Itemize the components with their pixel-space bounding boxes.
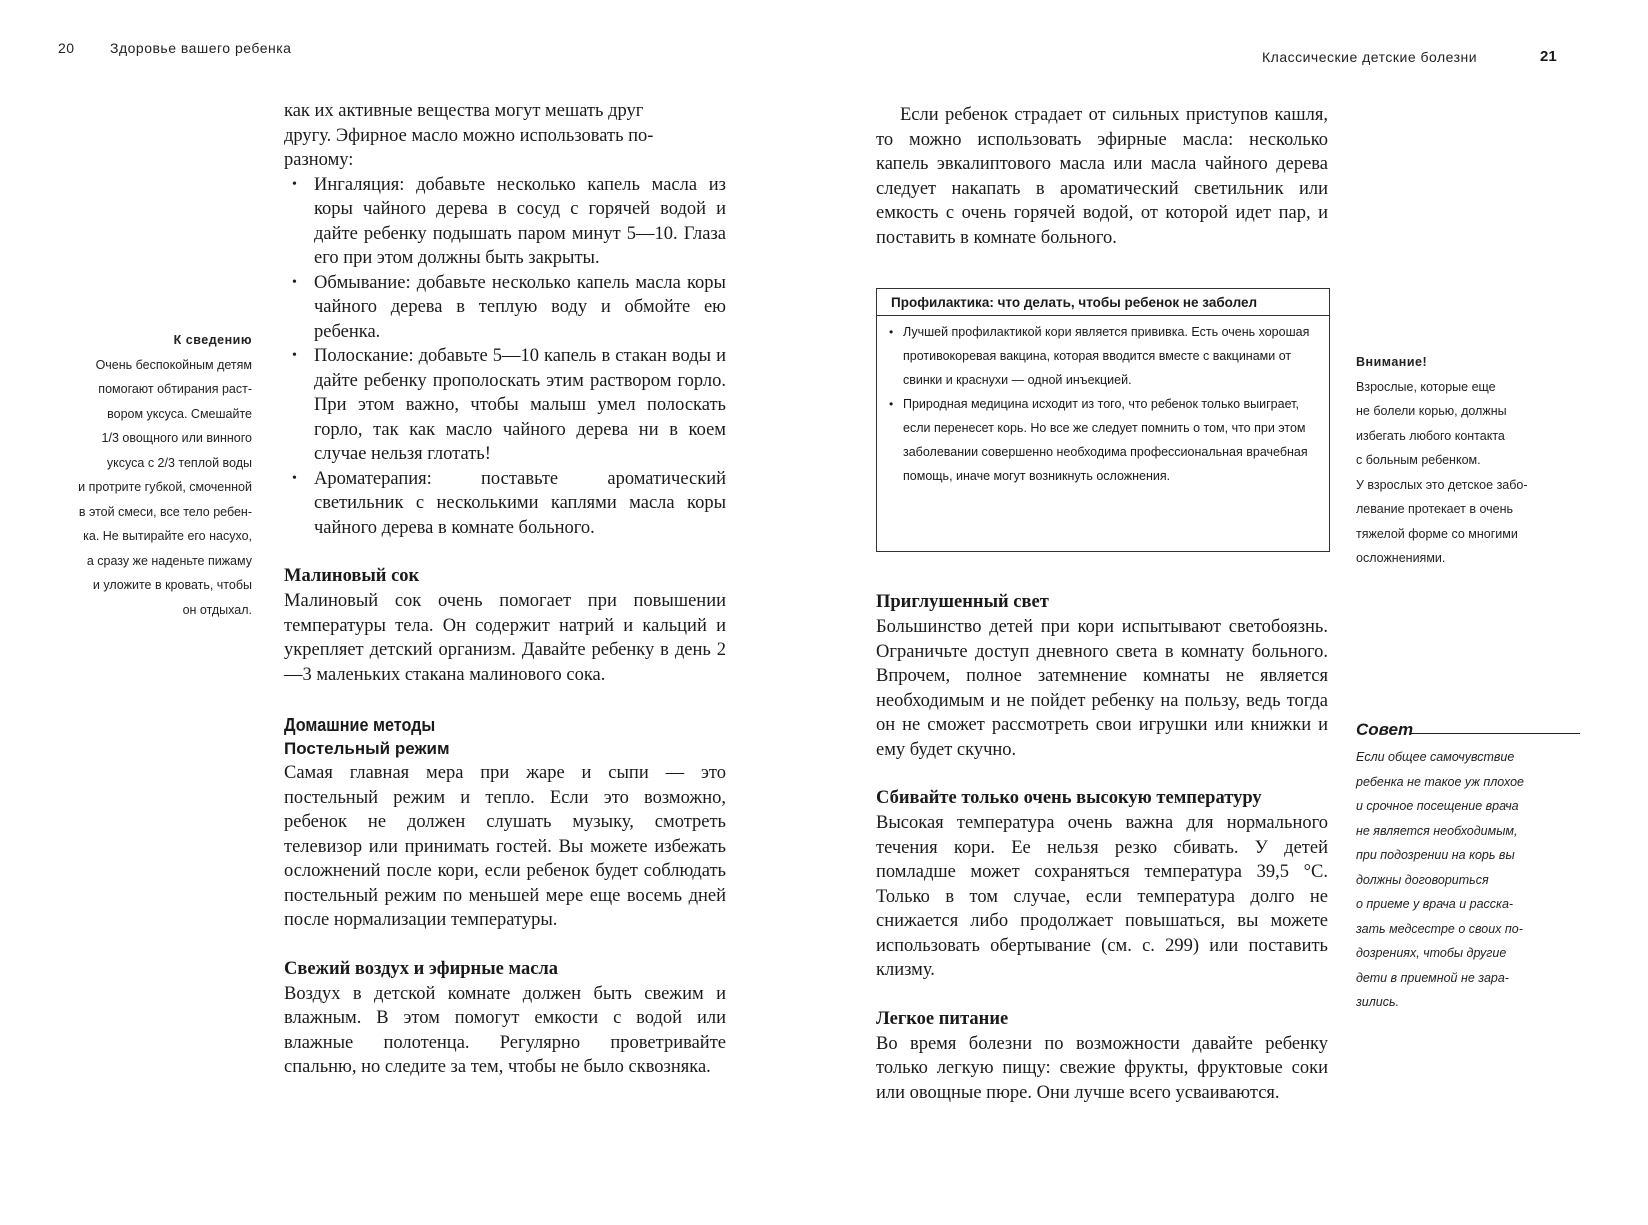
side-note-line: и уложите в кровать, чтобы bbox=[92, 578, 252, 592]
paragraph: Если ребенок страдает от сильных приступов кашля, то можно использовать эфирные масла: несколько капель эвкалиптового масла или масла чайного дерева следует накапать в ароматический светильник или емкость с очень горячей водой, от которой идет пар, и поставить в комнате больного. bbox=[876, 105, 1328, 248]
side-note-line: ка. Не вытирайте его насухо, bbox=[83, 529, 252, 543]
side-note-line: и срочное посещение врача bbox=[1356, 799, 1519, 813]
side-note-line: Взрослые, которые еще bbox=[1356, 379, 1496, 394]
box-title: Профилактика: что делать, чтобы ребенок не заболел bbox=[877, 289, 1329, 316]
right-running-title: Классические детские болезни bbox=[1262, 49, 1478, 65]
side-note-line: дозрениях, чтобы другие bbox=[1356, 946, 1507, 960]
side-note-line: избегать любого контакта bbox=[1356, 428, 1505, 443]
side-note-line: Если общее самочувствие bbox=[1356, 750, 1515, 764]
side-note-line: о приеме у врача и расска- bbox=[1356, 897, 1514, 911]
paragraph: Высокая температура очень важна для нормального течения кори. Ее нельзя резко сбивать. У детей помладше может сохраняться температура 39,5 °С. Только в том случае, если температура долго не снижается либо продолжает повышаться, вы можете использовать обертывание (см. с. 299) или поставить клизму. bbox=[876, 813, 1328, 980]
side-note-line: не болели корью, должны bbox=[1356, 404, 1507, 418]
warning-title: Внимание! bbox=[1356, 355, 1428, 369]
paragraph: Самая главная мера при жаре и сыпи — это постельный режим и тепло. Если это возможно, ребенок не должен слушать музыку, смотреть телевизор или принимать гостей. Вы можете избежать осложнений после кори, если ребенок будет соблюдать постельный режим по меньшей мере еще восемь дней после нормализации температуры. bbox=[284, 763, 726, 930]
subsection-heading: Постельный режим bbox=[284, 739, 450, 758]
side-note-warning bbox=[1356, 350, 1576, 571]
prevention-box bbox=[876, 288, 1330, 552]
side-note-line: помогают обтирания раст- bbox=[98, 382, 252, 396]
side-note-title: К сведению bbox=[173, 333, 252, 347]
tip-title: Совет bbox=[1356, 720, 1414, 739]
side-note-line: должны договориться bbox=[1356, 872, 1489, 887]
paragraph: Воздух в детской комнате должен быть свежим и влажным. В этом помогут емкости с водой или влажные полотенца. Регулярно проветривайте спальню, но следите за тем, чтобы не было сквозняка. bbox=[284, 983, 726, 1077]
list-item: • Ароматерапия: поставьте ароматический светильник с несколькими каплями масла коры чайного дерева в комнате больного. bbox=[284, 467, 726, 541]
paragraph: Большинство детей при кори испытывают светобоязнь. Ограничьте доступ дневного света в комнату больного. Впрочем, полное затемнение комнаты не является необходимым и не пойдет ребенку на пользу, ведь тогда он не сможет рассмотреть свои игрушки или книжки и ему будет скучно. bbox=[876, 617, 1328, 760]
section-heading-sans: Домашние методы bbox=[284, 715, 436, 735]
intro-line: другу. Эфирное масло можно использовать по- bbox=[284, 125, 654, 146]
side-note-line: осложнениями. bbox=[1356, 551, 1446, 565]
side-note-line: с больным ребенком. bbox=[1356, 453, 1481, 467]
side-note-line: вором уксуса. Смешайте bbox=[107, 406, 252, 421]
side-note-line: зились. bbox=[1356, 995, 1400, 1009]
side-note-line: при подозрении на корь вы bbox=[1356, 848, 1515, 862]
side-note-line: и протрите губкой, смоченной bbox=[78, 480, 252, 494]
box-item: • Природная медицина исходит из того, что ребенок только выиграет, если перенесет корь. Но все же следует помнить о том, что при этом заболевании совершенно необходима профессиональная врачебная помощь, иначе могут возникнуть осложнения. bbox=[903, 392, 1317, 488]
side-note-line: он отдыхал. bbox=[182, 602, 252, 617]
side-note-line: ребенка не такое уж плохое bbox=[1356, 774, 1524, 789]
side-note-line: тяжелой форме со многими bbox=[1356, 526, 1518, 541]
oil-methods-list bbox=[284, 173, 726, 541]
left-running-title: Здоровье вашего ребенка bbox=[110, 40, 292, 56]
section-heading: Приглушенный свет bbox=[876, 592, 1049, 612]
side-note-line: У взрослых это детское забо- bbox=[1356, 477, 1528, 492]
list-item: • Ингаляция: добавьте несколько капель масла из коры чайного дерева в сосуд с горячей водой и дайте ребенку подышать паром минут 5—10. Глаза его при этом должны быть закрыты. bbox=[284, 173, 726, 271]
paragraph: Малиновый сок очень помогает при повышении температуры тела. Он содержит натрий и кальций и укрепляет детский организм. Давайте ребенку в день 2—3 маленьких стакана малинового сока. bbox=[284, 591, 726, 685]
left-main-column bbox=[284, 99, 726, 1080]
side-note-line: не является необходимым, bbox=[1356, 823, 1518, 838]
side-note-line: уксуса с 2/3 теплой воды bbox=[106, 455, 252, 470]
side-note-line: левание протекает в очень bbox=[1356, 502, 1514, 516]
side-note-line: 1/3 овощного или винного bbox=[101, 431, 252, 445]
right-main-column-lower bbox=[876, 590, 1328, 1105]
side-note-line: дети в приемной не зара- bbox=[1356, 970, 1509, 985]
side-note-tip bbox=[1356, 745, 1576, 1015]
paragraph: Во время болезни по возможности давайте ребенку только легкую пищу: свежие фрукты, фруктовые соки или овощные пюре. Они лучше всего усваиваются. bbox=[876, 1033, 1328, 1103]
side-note-info bbox=[40, 328, 252, 622]
side-note-line: а сразу же наденьте пижаму bbox=[86, 553, 252, 568]
right-page-number: 21 bbox=[1540, 48, 1557, 65]
section-heading: Сбивайте только очень высокую температуру bbox=[876, 788, 1262, 808]
section-heading: Легкое питание bbox=[876, 1008, 1009, 1029]
side-note-line: зать медсестре о своих по- bbox=[1356, 921, 1523, 936]
section-heading: Свежий воздух и эфирные масла bbox=[284, 958, 559, 979]
list-item: • Полоскание: добавьте 5—10 капель в стакан воды и дайте ребенку прополоскать этим раствором горло. При этом важно, чтобы малыш умел полоскать горло, так как масло чайного дерева ни в коем случае нельзя глотать! bbox=[284, 344, 726, 467]
left-page-number: 20 bbox=[58, 40, 75, 56]
side-note-line: в этой смеси, все тело ребен- bbox=[78, 504, 252, 519]
intro-line: разному: bbox=[284, 150, 354, 170]
right-main-column bbox=[876, 103, 1328, 250]
box-item: • Лучшей профилактикой кори является прививка. Есть очень хорошая противокоревая вакцина, которая вводится вместе с вакцинами от свинки и краснухи — одной инъекцией. bbox=[903, 320, 1317, 392]
section-heading: Малиновый сок bbox=[284, 566, 420, 586]
tip-title-rule bbox=[1410, 733, 1580, 734]
side-note-line: Очень беспокойным детям bbox=[95, 357, 252, 372]
intro-line: как их активные вещества могут мешать друг bbox=[284, 101, 644, 121]
list-item: • Обмывание: добавьте несколько капель масла коры чайного дерева в теплую воду и обмойте ею ребенка. bbox=[284, 271, 726, 345]
